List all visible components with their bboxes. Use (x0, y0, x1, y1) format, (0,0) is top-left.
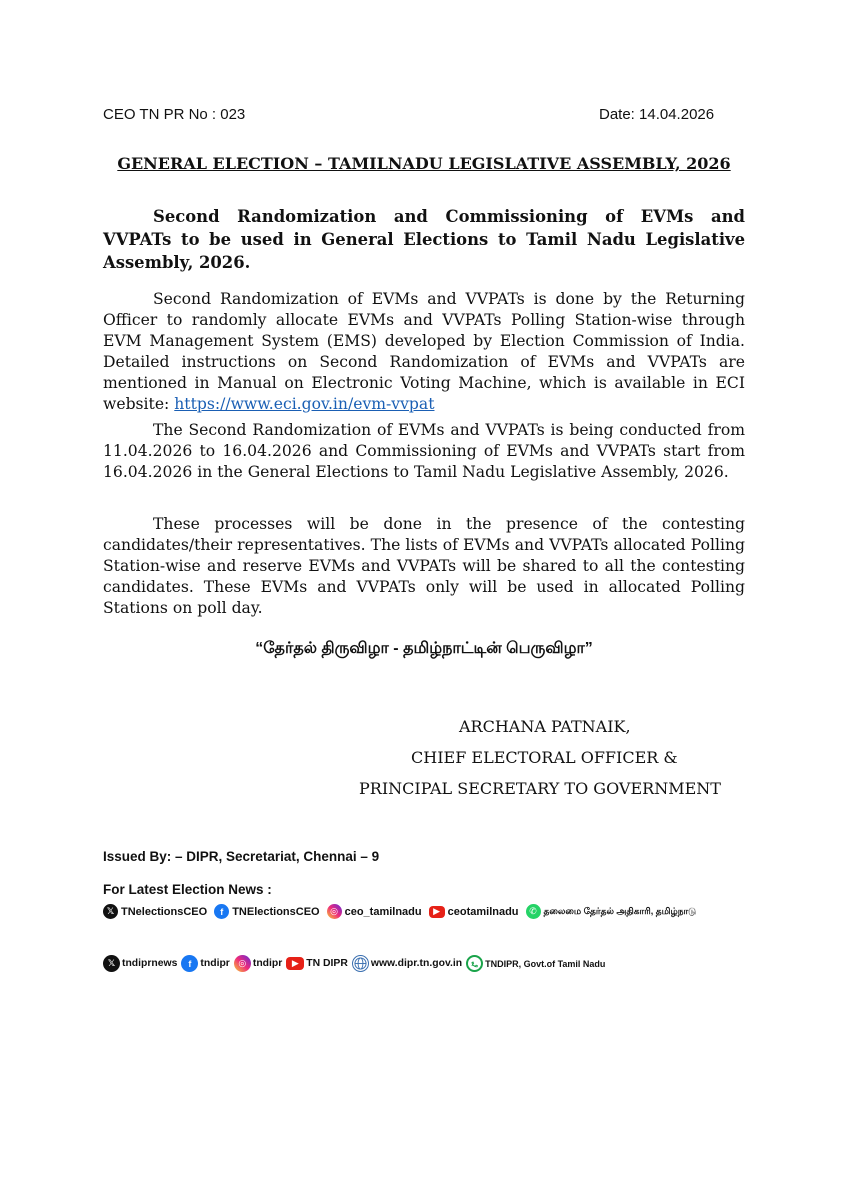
slogan: “தேர்தல் திருவிழா - தமிழ்நாட்டின் பெருவிழா” (255, 640, 593, 657)
dipr-website-link[interactable] (352, 955, 462, 972)
press-release-date: Date: 14.04.2026 (599, 106, 715, 123)
ceo-social-links (103, 904, 703, 919)
ceo-facebook-handle: TNElectionsCEO (232, 905, 320, 918)
ceo-instagram-handle: ceo_tamilnadu (344, 905, 422, 918)
dipr-whatsapp-link[interactable] (466, 955, 605, 972)
x-icon: 𝕏 (103, 955, 120, 972)
x-icon: 𝕏 (103, 904, 118, 919)
dipr-facebook-link[interactable] (181, 955, 229, 972)
dipr-youtube-handle: TN DIPR (306, 958, 348, 969)
eci-website-link[interactable]: https://www.eci.gov.in/evm-vvpat (174, 395, 435, 413)
dipr-website-url: www.dipr.tn.gov.in (370, 958, 463, 969)
signatory-name: ARCHANA PATNAIK, (459, 717, 631, 736)
ceo-x-handle: TNelectionsCEO (121, 905, 208, 918)
ceo-whatsapp-link[interactable] (526, 904, 697, 919)
page-title: GENERAL ELECTION – TAMILNADU LEGISLATIVE ASSEMBLY, 2026 (117, 154, 731, 173)
youtube-icon: ▶ (286, 957, 304, 970)
paragraph-3: These processes will be done in the presence of the contesting candidates/their representatives. The lists of EVMs and VVPATs allocated Polling Station-wise and reserve EVMs and VVPATs will be shared to all the contesting candidates. These EVMs and VVPATs only will be used in allocated Polling Stations on poll day. (103, 515, 745, 617)
paragraph-2: The Second Randomization of EVMs and VVPATs is being conducted from 11.04.2026 to 16.04.2026 and Commissioning of EVMs and VVPATs start from 16.04.2026 in the General Elections to Tamil Nadu Legislative Assembly, 2026. (103, 421, 745, 481)
dipr-instagram-link[interactable] (234, 955, 282, 972)
whatsapp-icon: ✆ (526, 904, 541, 919)
latest-news-label: For Latest Election News : (103, 882, 272, 897)
facebook-icon: f (181, 955, 198, 972)
ceo-youtube-handle: ceotamilnadu (447, 905, 519, 918)
dipr-social-links (103, 955, 609, 972)
paragraph-1-text: Second Randomization of EVMs and VVPATs is done by the Returning Officer to randomly allocate EVMs and VVPATs Polling Station-wise through EVM Management System (EMS) developed by Election Commission of India. Detailed instructions on Second Randomization of EVMs and VVPATs are mentioned in Manual on Electronic Voting Machine, which is available in ECI website: (103, 290, 745, 413)
ceo-whatsapp-name: தலைமை தேர்தல் அதிகாரி, தமிழ்நாடு (543, 905, 697, 916)
ceo-youtube-link[interactable] (429, 906, 519, 918)
dipr-x-handle: tndiprnews (122, 958, 178, 969)
whatsapp-icon (466, 955, 483, 972)
subject-heading: Second Randomization and Commissioning of EVMs and VVPATs to be used in General Elections to Tamil Nadu Legislative Assembly, 2026. (103, 207, 745, 272)
signatory-designation-2: PRINCIPAL SECRETARY TO GOVERNMENT (359, 779, 721, 798)
dipr-youtube-link[interactable] (286, 957, 348, 970)
paragraph-1 (103, 289, 745, 415)
youtube-icon: ▶ (429, 906, 445, 918)
instagram-icon: ◎ (234, 955, 251, 972)
issued-by: Issued By: – DIPR, Secretariat, Chennai – 9 (103, 849, 380, 864)
facebook-icon: f (214, 904, 229, 919)
dipr-whatsapp-name: TNDIPR, Govt.of Tamil Nadu (485, 958, 606, 969)
instagram-icon: ◎ (327, 904, 342, 919)
dipr-facebook-handle: tndipr (200, 958, 230, 969)
ceo-x-link[interactable] (103, 904, 207, 919)
ceo-facebook-link[interactable] (214, 904, 319, 919)
globe-icon (352, 955, 369, 972)
press-release-number: CEO TN PR No : 023 (103, 106, 246, 123)
signatory-designation-1: CHIEF ELECTORAL OFFICER & (411, 748, 678, 767)
dipr-x-link[interactable] (103, 955, 177, 972)
dipr-instagram-handle: tndipr (252, 958, 283, 969)
ceo-instagram-link[interactable] (327, 904, 422, 919)
